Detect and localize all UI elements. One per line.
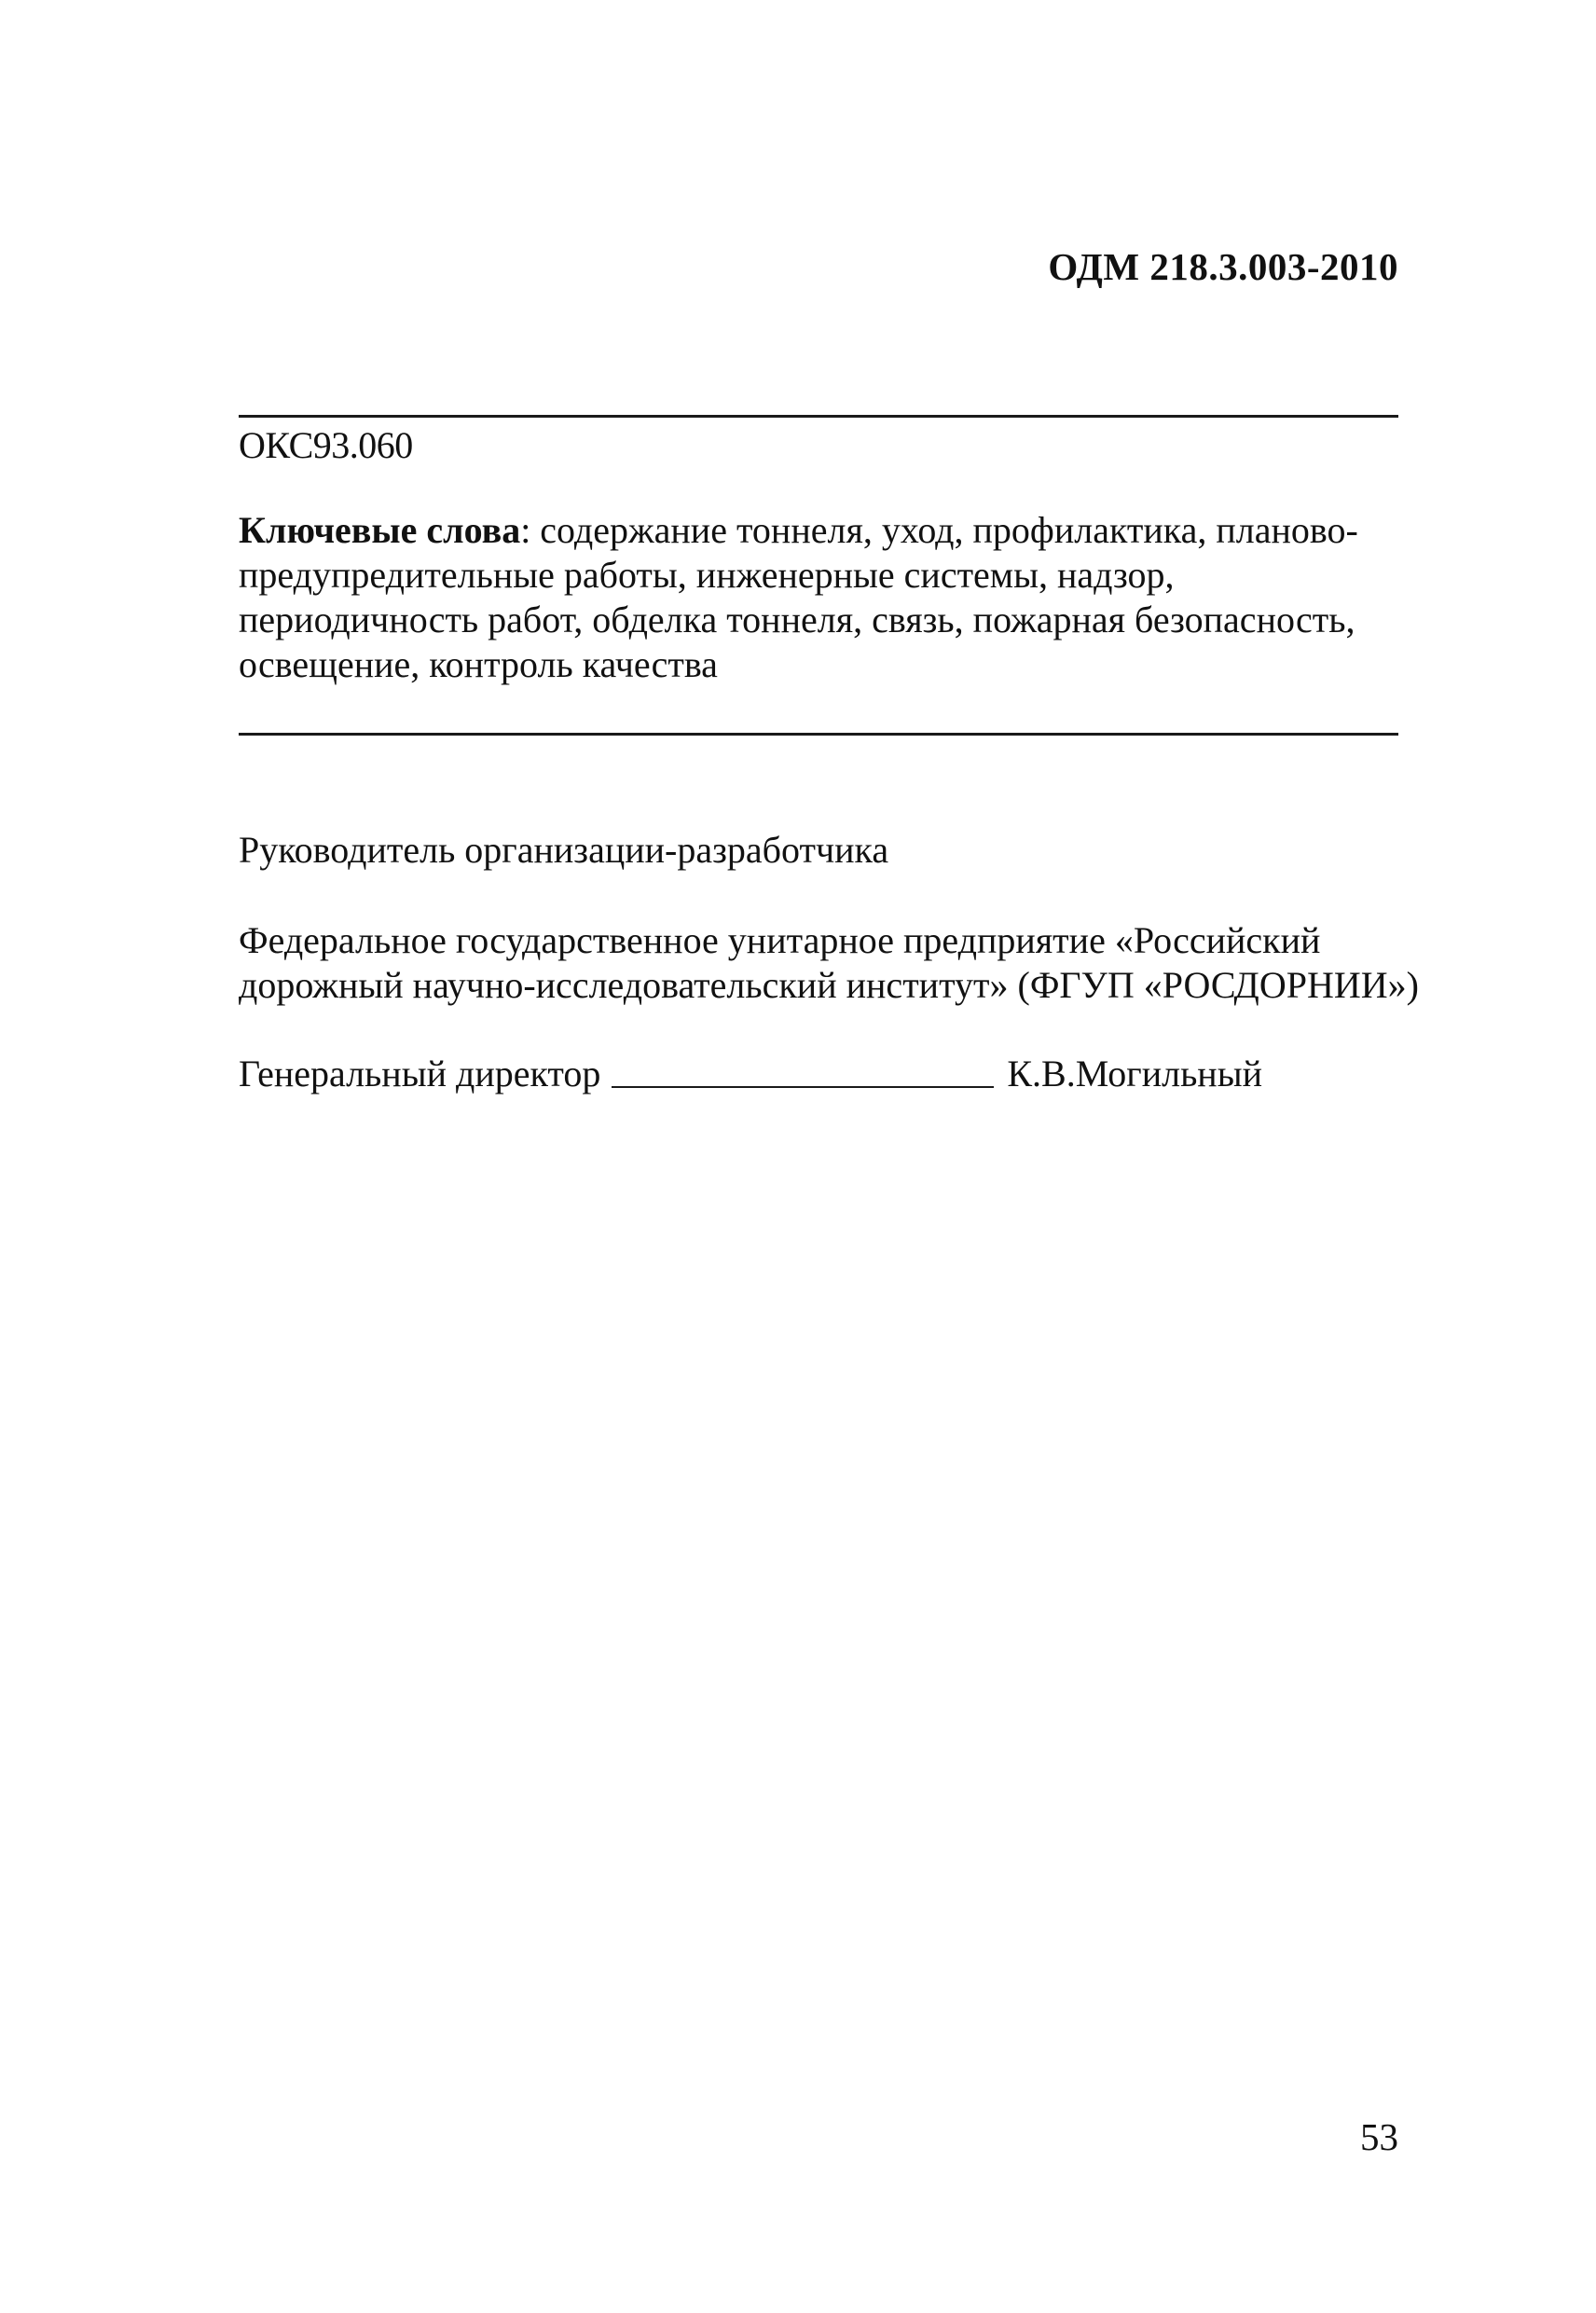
organization-line-2: дорожный научно-исследовательский институт» (ФГУП «РОСДОРНИИ») <box>239 964 1419 1006</box>
page-number: 53 <box>1360 2115 1398 2158</box>
keywords-line-1 <box>239 508 1404 553</box>
document-code: ОДМ 218.3.003-2010 <box>1048 245 1398 288</box>
director-position: Генеральный директор <box>239 1053 601 1095</box>
keywords-line-3: периодичность работ, обделка тоннеля, связь, пожарная безопасность, <box>239 599 1355 640</box>
keywords-line-4: освещение, контроль качества <box>239 643 718 685</box>
bottom-divider <box>239 733 1398 736</box>
organization-line-1: Федеральное государственное унитарное предприятие «Российский <box>239 919 1321 961</box>
director-name: К.В.Могильный <box>1007 1053 1262 1095</box>
oks-code: ОКС93.060 <box>239 424 413 466</box>
keywords-text-1: : содержание тоннеля, уход, профилактика, планово- <box>520 509 1358 551</box>
keywords-block <box>239 508 1404 687</box>
keywords-line-2: предупредительные работы, инженерные системы, надзор, <box>239 554 1175 596</box>
top-divider <box>239 415 1398 418</box>
developer-head-title: Руководитель организации-разработчика <box>239 829 889 871</box>
keywords-label: Ключевые слова <box>239 509 521 551</box>
organization-block <box>239 918 1419 1008</box>
signature-line <box>612 1086 994 1088</box>
signature-block <box>239 1052 1262 1095</box>
